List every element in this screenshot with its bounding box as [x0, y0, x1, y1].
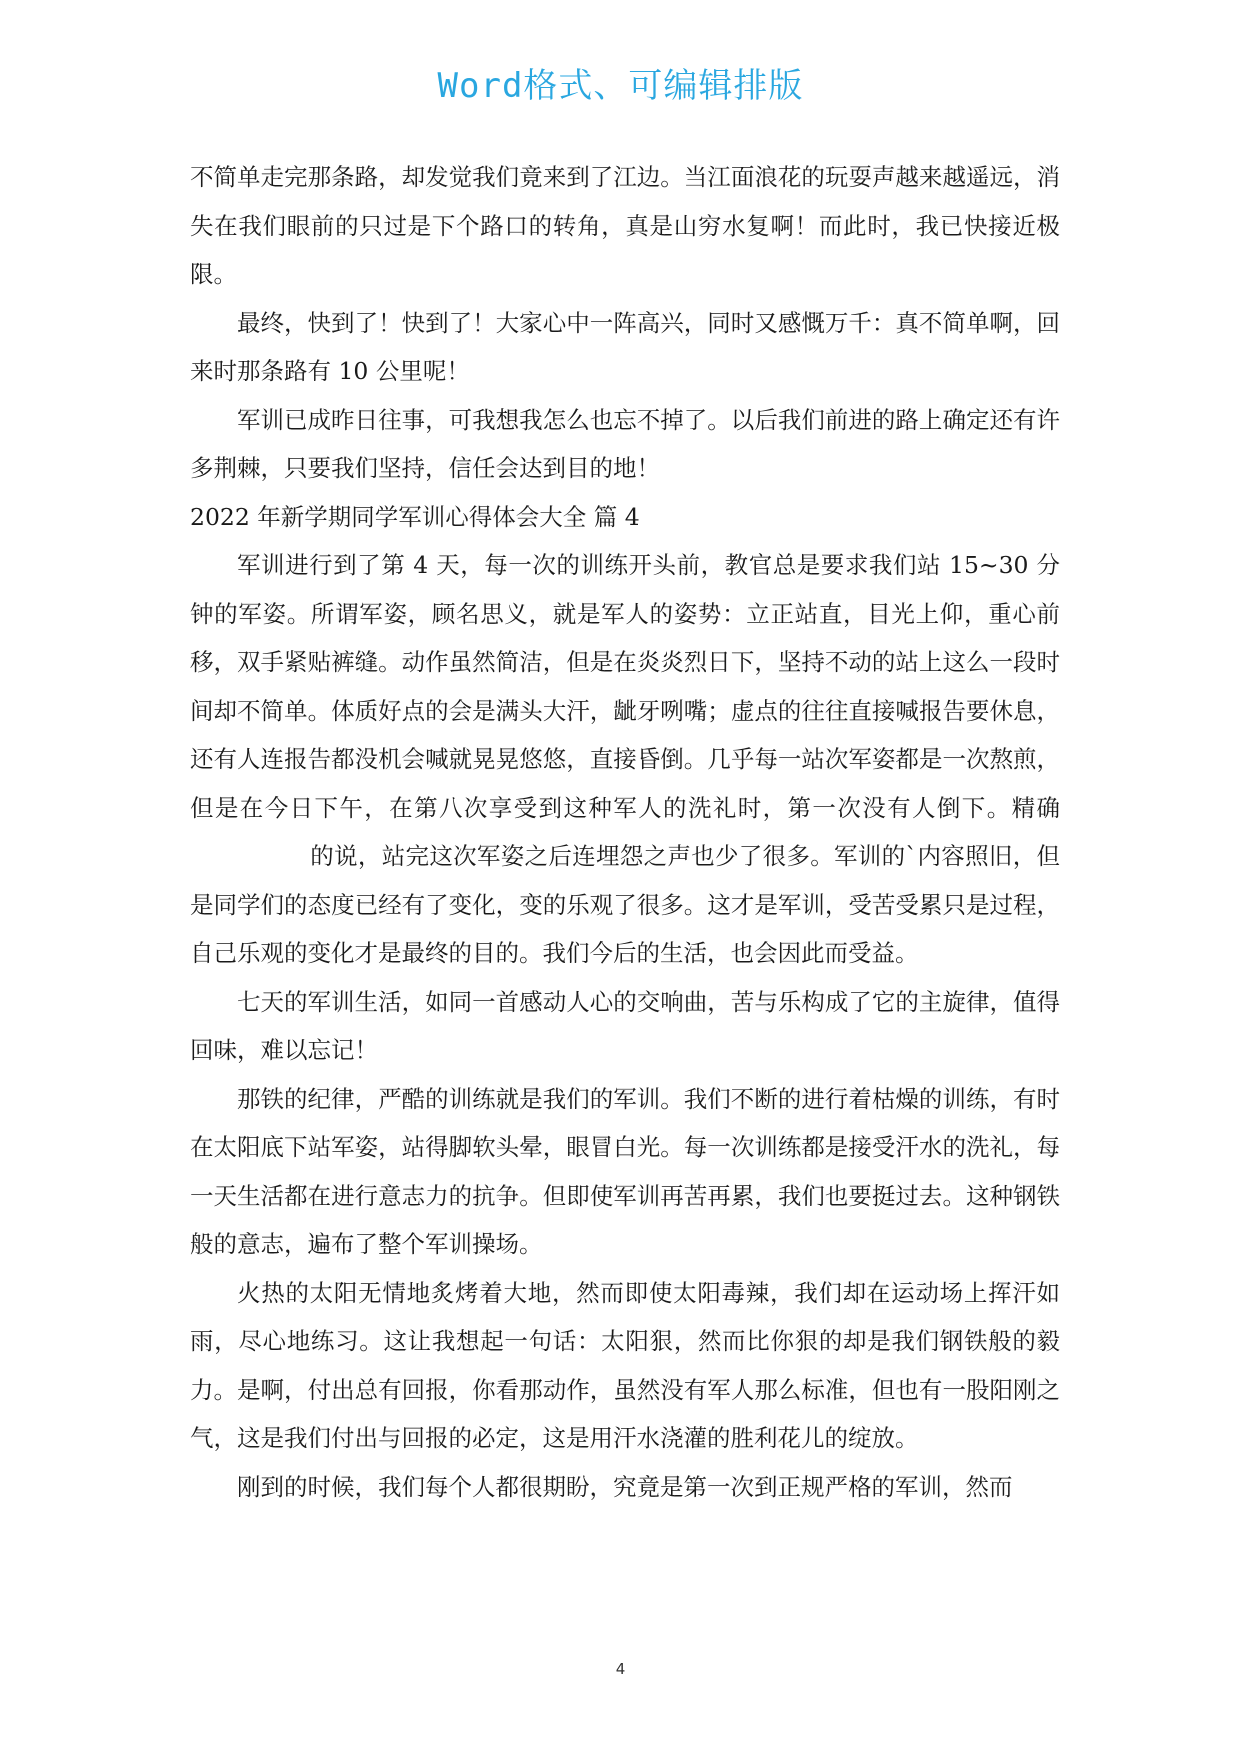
paragraph: 火热的太阳无情地炙烤着大地，然而即使太阳毒辣，我们却在运动场上挥汗如雨，尽心地练习。这让我想起一句话：太阳狠，然而比你狠的却是我们钢铁般的毅力。是啊，付出总有回报，你看那动作，虽然没有军人那么标准，但也有一股阳刚之气，这是我们付出与回报的必定，这是用汗水浇灌的胜利花儿的绽放。 [190, 1278, 1060, 1452]
section-heading: 2022 年新学期同学军训心得体会大全 篇 4 [190, 502, 640, 531]
page-header-title: Word格式、可编辑排版 [437, 66, 804, 106]
paragraph-text-part: 军训进行到了第 4 天，每一次的训练开头前，教官总是要求我们站 15~30 分钟的军姿。所谓军姿，顾名思义，就是军人的姿势：立正站直，目光上仰，重心前移，双手紧贴裤缝。动作虽然简洁，但是在炎炎烈日下，坚持不动的站上这么一段时间却不简单。体质好点的会是满头大汗，龇牙咧嘴；虚点的往往直接喊报告要休息，还有人连报告都没机会喊就晃晃悠悠，直接昏倒。几乎每一站次军姿都是一次熬煎，但是在今日下午，在第八次享受到这种军人的洗礼时，第一次没有人倒下。精确 [190, 551, 1060, 822]
paragraph: 最终，快到了！快到了！大家心中一阵高兴，同时又感慨万千：真不简单啊，回来时那条路有 10 公里呢！ [190, 308, 1060, 385]
paragraph: 刚到的时候，我们每个人都很期盼，究竟是第一次到正规严格的军训，然而 [237, 1472, 1013, 1501]
page-number: 4 [615, 1660, 626, 1678]
paragraph-text-part: 的说，站完这次军姿之后连埋怨之声也少了很多。军训的`内容照旧，但是同学们的态度已经有了变化，变的乐观了很多。这才是军训，受苦受累只是过程，自己乐观的变化才是最终的目的。我们今后的生活，也会因此而受益。 [190, 842, 1060, 967]
paragraph: 那铁的纪律，严酷的训练就是我们的军训。我们不断的进行着枯燥的训练，有时在太阳底下站军姿，站得脚软头晕，眼冒白光。每一次训练都是接受汗水的洗礼，每一天生活都在进行意志力的抗争。但即使军训再苦再累，我们也要挺过去。这种钢铁般的意志，遍布了整个军训操场。 [190, 1084, 1060, 1258]
paragraph [190, 541, 1060, 978]
document-body [190, 153, 1060, 1511]
paragraph: 军训已成昨日往事，可我想我怎么也忘不掉了。以后我们前进的路上确定还有许多荆棘，只要我们坚持，信任会达到目的地！ [190, 405, 1060, 482]
paragraph: 七天的军训生活，如同一首感动人心的交响曲，苦与乐构成了它的主旋律，值得回味，难以忘记！ [190, 987, 1060, 1064]
paragraph-continuation: 不简单走完那条路，却发觉我们竟来到了江边。当江面浪花的玩耍声越来越遥远，消失在我们眼前的只过是下个路口的转角，真是山穷水复啊！而此时，我已快接近极限。 [190, 163, 1060, 288]
